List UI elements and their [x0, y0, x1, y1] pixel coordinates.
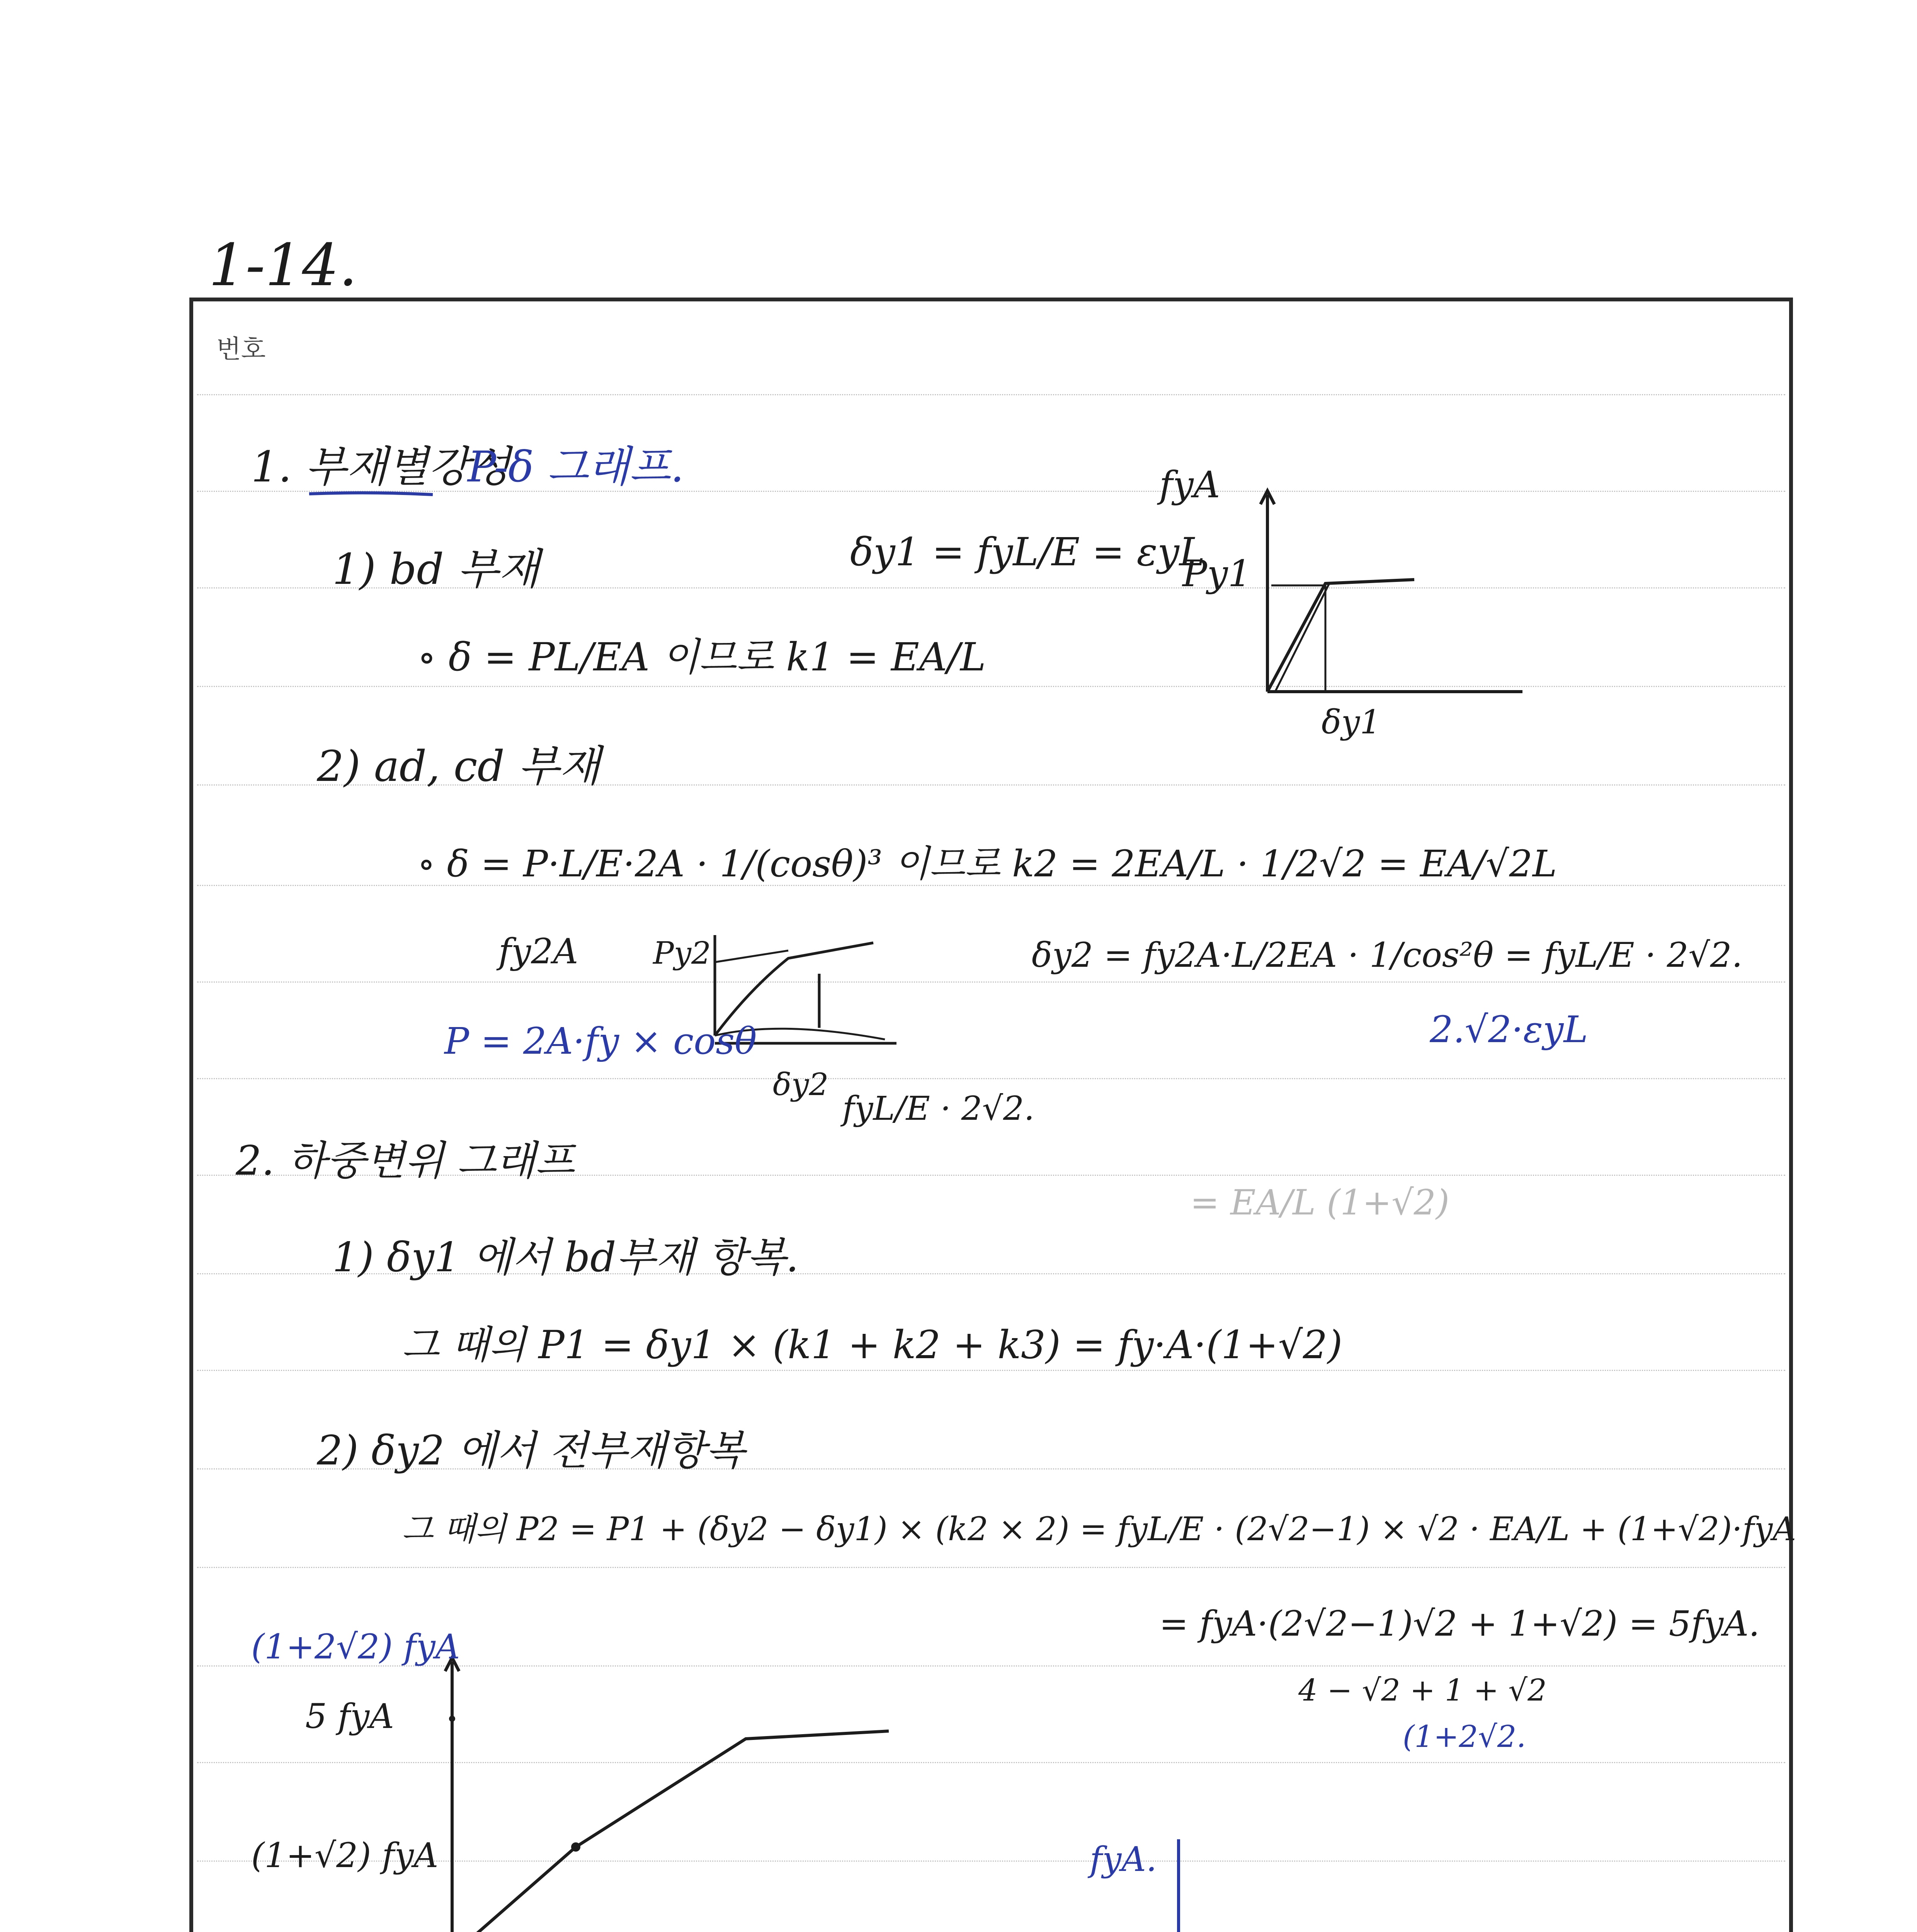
s2-item1-eq: 그 때의 P1 = δy1 × (k1 + k2 + k3) = fy·A·(1+√2) — [402, 1322, 1343, 1367]
ruled-line — [197, 686, 1785, 687]
ruled-line — [197, 394, 1785, 395]
graph2-pylabel: Py2 — [653, 935, 711, 971]
ruled-line — [197, 981, 1785, 983]
item1-label: 1) bd 부재 — [332, 544, 540, 594]
graph-load-displacement — [425, 1646, 912, 1932]
graph-y-mid: (1+√2) fyA — [251, 1835, 439, 1875]
graph1-ylabel: fyA — [1159, 464, 1220, 506]
s2-item2-label: 2) δy2 에서 전부재항복 — [317, 1427, 745, 1474]
graph2-ylabel: fy2A — [498, 931, 578, 972]
page-title: 1-14. — [209, 232, 357, 299]
item2-formula: ∘ δ = P·L/E·2A · 1/(cosθ)³ 이므로 k2 = 2EA/L · 1/2√2 = EA/√2L — [417, 843, 1557, 885]
item2-yield-eq: δy2 = fy2A·L/2EA · 1/cos²θ = fyL/E · 2√2. — [1032, 935, 1743, 975]
heading-underline — [309, 491, 433, 498]
item2-note-below: fyL/E · 2√2. — [842, 1090, 1035, 1128]
s2-item2-calc2: 4 − √2 + 1 + √2 — [1298, 1673, 1547, 1708]
small-graph-ylabel: fyA. — [1090, 1839, 1157, 1879]
graph2-xlabel: δy2 — [773, 1066, 829, 1102]
graph1-pylabel: Py1 — [1182, 553, 1252, 595]
section2-side-scribble: = EA/L (1+√2) — [1190, 1182, 1449, 1223]
form-label-number: 번호 — [216, 334, 266, 364]
graph-bd-member — [1237, 483, 1546, 761]
item1-formula: ∘ δ = PL/EA 이므로 k1 = EA/L — [417, 634, 986, 680]
section1-heading: 1. 부재별강성 — [251, 442, 511, 492]
ruled-line — [197, 1567, 1785, 1568]
item2-blue-p: P = 2A·fy × cosθ — [444, 1020, 757, 1063]
s2-item2-calc3: (1+2√2. — [1403, 1719, 1526, 1754]
item1-yield-eq: δy1 = fyL/E = εyL — [850, 529, 1205, 575]
section1-heading-blue: P-δ 그래프. — [468, 442, 684, 492]
graph-small-axes — [1167, 1832, 1399, 1932]
item2-blue-result: 2.√2·εyL — [1430, 1009, 1588, 1051]
graph1-xlabel: δy1 — [1322, 703, 1381, 742]
ruled-line — [197, 1078, 1785, 1079]
s2-item2-calc1: = fyA·(2√2−1)√2 + 1+√2) = 5fyA. — [1159, 1604, 1760, 1644]
ruled-line — [197, 1370, 1785, 1371]
graph-y-top-black: 5 fyA — [305, 1696, 394, 1736]
s2-item2-eq: 그 때의 P2 = P1 + (δy2 − δy1) × (k2 × 2) = fyL/E · (2√2−1) × √2 · EA/L + (1+√2)·fyA — [402, 1510, 1796, 1548]
graph-y-top-blue: (1+2√2) fyA — [251, 1627, 460, 1667]
item2-label: 2) ad, cd 부재 — [317, 742, 600, 791]
section2-heading: 2. 하중변위 그래프 — [236, 1137, 575, 1184]
s2-item1-label: 1) δy1 에서 bd부재 항복. — [332, 1234, 799, 1281]
